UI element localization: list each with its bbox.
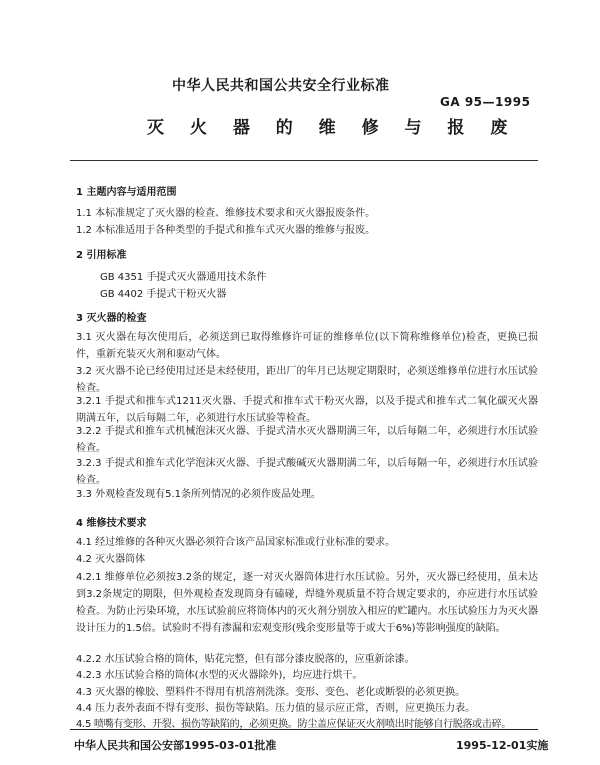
clause-4-5: 4.5 喷嘴有变形、开裂、损伤等缺陷的，必须更换。防尘盖应保证灭火剂喷出时能够自行脱落或击碎。 [76, 719, 511, 730]
clause-3-2: 3.2 灭火器不论已经使用过还是未经使用，距出厂的年月已达规定期限时，必须送维修单位进行水压试验检查。 [76, 366, 538, 394]
section-1-heading: 1 主题内容与适用范围 [76, 187, 177, 198]
section-3-heading: 3 灭火器的检查 [76, 313, 147, 324]
clause-4-2-1: 4.2.1 维修单位必须按3.2条的规定，逐一对灭火器筒体进行水压试验。另外，灭火器已经使用，虽未达到3.2条规定的期限，但外观检查发现筒身有磕碰，焊缝外观质量不符合规定要求的，亦应进行水压试验检查。为防止污染环境，水压试验前应将筒体内的灭火剂分别放入相应的贮罐内。水压试验压力为灭火器设计压力的1.5倍。试验时不得有渗漏和宏观变形(残余变形量等于或大于6%)等影响强度的缺陷。 [76, 572, 538, 634]
standard-number: GA 95—1995 [440, 95, 531, 109]
section-2-heading: 2 引用标准 [76, 250, 127, 261]
clause-3-2-1: 3.2.1 手提式和推车式1211灭火器、手提式和推车式干粉灭火器，以及手提式和推车式二氧化碳灭火器期满五年，以后每隔二年，必须进行水压试验等检查。 [76, 396, 538, 424]
approval-line: 中华人民共和国公安部1995-03-01批准 [74, 739, 277, 752]
clause-3-3: 3.3 外观检查发现有5.1条所列情况的必须作废品处理。 [76, 489, 321, 500]
clause-4-1: 4.1 经过维修的各种灭火器必须符合该产品国家标准或行业标准的要求。 [76, 537, 396, 548]
clause-4-2: 4.2 灭火器筒体 [76, 554, 146, 565]
issuer-title: 中华人民共和国公共安全行业标准 [172, 78, 390, 94]
clause-4-3: 4.3 灭火器的橡胶、塑料件不得用有机溶剂洗涤。变形、变色、老化或断裂的必须更换。 [76, 687, 466, 698]
clause-1-1: 1.1 本标准规定了灭火器的检查、维修技术要求和灭火器报废条件。 [76, 208, 376, 219]
document-title: 灭 火 器 的 维 修 与 报 废 [147, 118, 518, 138]
section-4-heading: 4 维修技术要求 [76, 518, 147, 529]
footer-rule [70, 729, 538, 730]
clause-3-2-3: 3.2.3 手提式和推车式化学泡沫灭火器、手提式酸碱灭火器期满二年，以后每隔一年，必须进行水压试验检查。 [76, 458, 538, 486]
effective-date: 1995-12-01实施 [456, 739, 549, 752]
reference-gb4351: GB 4351 手提式灭火器通用技术条件 [100, 272, 267, 283]
clause-3-2-2: 3.2.2 手提式和推车式机械泡沫灭火器、手提式清水灭火器期满三年，以后每隔二年，必须进行水压试验检查。 [76, 426, 538, 454]
clause-4-2-3: 4.2.3 水压试验合格的筒体(水型的灭火器除外)，均应进行烘干。 [76, 670, 363, 681]
header-rule [70, 160, 538, 161]
clause-4-2-2: 4.2.2 水压试验合格的筒体，贴花完整，但有部分漆皮脱落的，应重新涂漆。 [76, 654, 415, 665]
clause-4-4: 4.4 压力表外表面不得有变形、损伤等缺陷。压力值的显示应正常，否则，应更换压力表。 [76, 703, 476, 714]
clause-1-2: 1.2 本标准适用于各种类型的手提式和推车式灭火器的维修与报废。 [76, 225, 376, 236]
clause-3-1: 3.1 灭火器在每次使用后，必须送到已取得维修许可证的维修单位(以下简称维修单位)检查，更换已损件，重新充装灭火剂和驱动气体。 [76, 332, 538, 360]
reference-gb4402: GB 4402 手提式干粉灭火器 [100, 289, 227, 300]
